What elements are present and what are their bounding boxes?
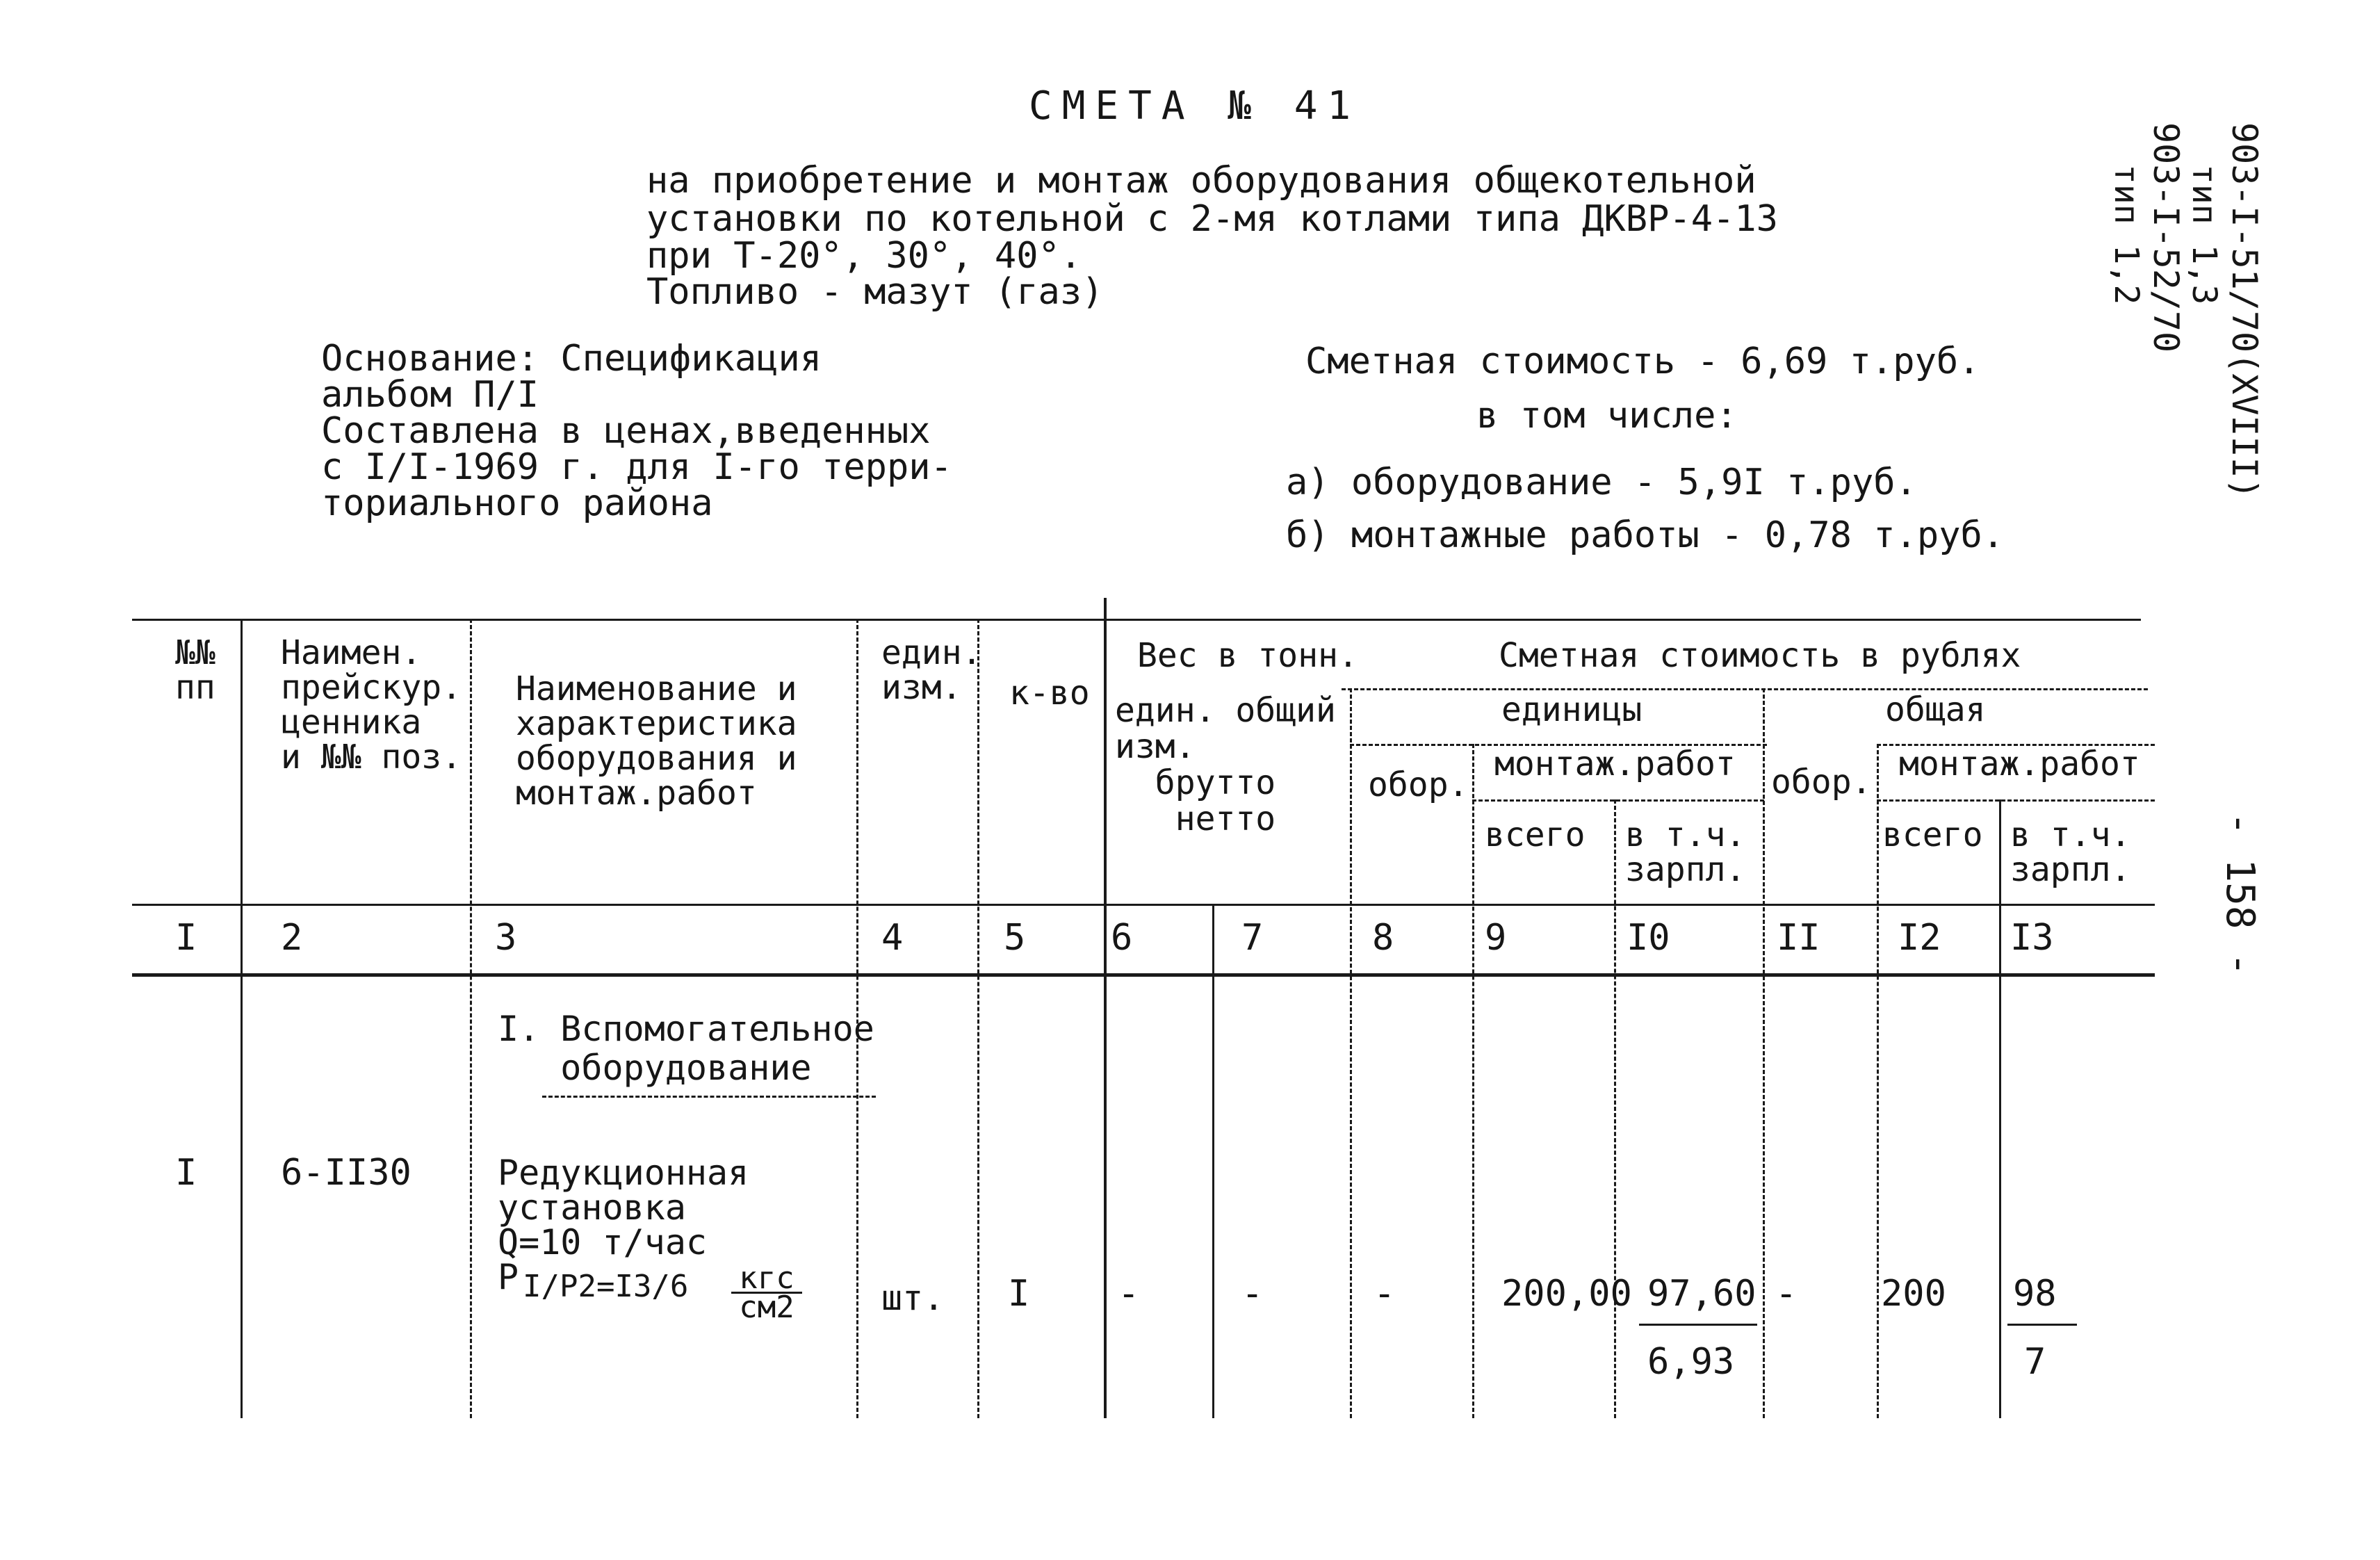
- header-wage-unit: в т.ч. зарпл.: [1625, 815, 1746, 889]
- document-title: СМЕТА № 41: [1029, 83, 1361, 129]
- colnum-12: I2: [1898, 917, 1941, 959]
- total-install-divider: [1877, 799, 2155, 802]
- colnum-7: 7: [1241, 917, 1264, 959]
- row-weight-total: -: [1241, 1273, 1264, 1315]
- colnum-4: 4: [881, 917, 904, 959]
- colnum-10: I0: [1627, 917, 1670, 959]
- equipment-cost: а) оборудование - 5,9I т.руб.: [1286, 462, 1917, 503]
- header-num: №№ пп: [175, 633, 215, 707]
- row-weight-unit: -: [1118, 1273, 1140, 1315]
- row-wage-unit-bottom: 6,93: [1647, 1341, 1735, 1383]
- project-type-2: тип 1,2: [2107, 164, 2146, 305]
- header-bottom-border: [132, 904, 2155, 906]
- basis-line-3: Составлена в ценах,введенных: [321, 410, 931, 452]
- section-underline: [542, 1096, 876, 1098]
- basis-line-1: Основание: Спецификация: [321, 338, 822, 380]
- header-equip-total: обор.: [1771, 763, 1872, 802]
- header-all-unit: всего: [1485, 815, 1586, 854]
- project-code-2: 903-I-52/70: [2146, 122, 2186, 353]
- colnum-2: 2: [281, 917, 303, 959]
- header-unit-group: единицы: [1501, 690, 1643, 729]
- row-wage-total-line: [2007, 1324, 2077, 1326]
- colnum-8: 8: [1372, 917, 1394, 959]
- header-name: Наименование и характеристика оборудования и монтаж.работ: [516, 669, 797, 813]
- basis-line-5: ториального района: [321, 482, 713, 524]
- basis-line-2: альбом П/I: [321, 374, 539, 416]
- section-title: I. Вспомогательное оборудование: [498, 1009, 874, 1088]
- row-wage-total-bottom: 7: [2024, 1341, 2046, 1383]
- col-divider-9: [1614, 799, 1616, 1418]
- colnum-5: 5: [1004, 917, 1026, 959]
- row-equip-total: -: [1775, 1273, 1798, 1315]
- col-divider-1: [241, 619, 243, 1418]
- project-code-1: 903-I-51/70(XVIII): [2224, 122, 2265, 499]
- row-pressure: I/P2=I3/6: [523, 1269, 689, 1304]
- col-divider-7: [1350, 688, 1352, 1418]
- header-qty: к-во: [1009, 674, 1090, 713]
- subtitle-line-1: на приобретение и монтаж оборудования общекотельной: [646, 160, 1757, 202]
- cost-group-divider: [1342, 688, 2148, 690]
- header-equip-unit: обор.: [1368, 765, 1469, 804]
- row-unit-frac-bottom: см2: [739, 1290, 794, 1325]
- column-numbers-bottom-border: [132, 973, 2155, 977]
- colnum-13: I3: [2010, 917, 2054, 959]
- row-qty: I: [1008, 1273, 1030, 1315]
- col-divider-8: [1472, 744, 1474, 1418]
- row-install-all-unit: 200,00: [1501, 1273, 1632, 1315]
- col-divider-12: [1999, 799, 2001, 1418]
- header-install-total: монтаж.работ: [1899, 745, 2140, 783]
- row-num: I: [175, 1152, 197, 1194]
- col-divider-6: [1212, 904, 1214, 1418]
- subtitle-line-2: установки по котельной с 2-мя котлами типа ДКВР-4-13: [646, 198, 1778, 240]
- basis-line-4: с I/I-1969 г. для I-го терри-: [321, 446, 952, 488]
- header-weight-sub: един. общий изм. брутто нетто: [1115, 691, 1336, 838]
- row-code: 6-II30: [281, 1152, 411, 1194]
- colnum-11: II: [1777, 917, 1820, 959]
- row-equip-unit: -: [1374, 1273, 1396, 1315]
- col-divider-2: [470, 619, 472, 1418]
- header-install-unit: монтаж.работ: [1494, 745, 1736, 783]
- row-unit-frac-top: кгс: [739, 1260, 794, 1296]
- header-all-total: всего: [1882, 815, 1983, 854]
- col-divider-10: [1763, 688, 1765, 1418]
- col-divider-11: [1877, 744, 1879, 1418]
- header-price-code: Наимен. прейскур. ценника и №№ поз.: [281, 633, 462, 777]
- colnum-3: 3: [495, 917, 517, 959]
- header-total-group: общая: [1885, 690, 1986, 729]
- row-install-all-total: 200: [1881, 1273, 1946, 1315]
- table-top-border: [132, 619, 2141, 621]
- installation-cost: б) монтажные работы - 0,78 т.руб.: [1286, 514, 2005, 556]
- col-divider-4: [977, 619, 979, 1418]
- row-wage-total-top: 98: [2013, 1273, 2057, 1315]
- col-divider-5: [1104, 598, 1107, 1418]
- header-weight-group: Вес в тонн.: [1137, 636, 1358, 675]
- header-unit: един. изм.: [881, 633, 982, 707]
- colnum-1: I: [175, 917, 197, 959]
- header-cost-group: Сметная стоимость в рублях: [1499, 636, 2021, 675]
- header-wage-total: в т.ч. зарпл.: [2010, 815, 2131, 889]
- row-wage-unit-line: [1639, 1324, 1757, 1326]
- project-type-1: тип 1,3: [2185, 164, 2224, 305]
- page-number: - 158 -: [2217, 812, 2263, 977]
- row-unit: шт.: [881, 1278, 945, 1318]
- row-name: Редукционная установка Q=10 т/час P: [498, 1153, 749, 1297]
- unit-install-divider: [1472, 799, 1764, 802]
- row-wage-unit-top: 97,60: [1647, 1273, 1757, 1315]
- subtitle-line-3: при Т-20°, 30°, 40°.: [646, 235, 1082, 277]
- colnum-6: 6: [1111, 917, 1133, 959]
- including-label: в том числе:: [1476, 395, 1738, 437]
- subtitle-line-4: Топливо - мазут (газ): [646, 271, 1104, 313]
- colnum-9: 9: [1485, 917, 1507, 959]
- total-cost: Сметная стоимость - 6,69 т.руб.: [1305, 341, 1980, 382]
